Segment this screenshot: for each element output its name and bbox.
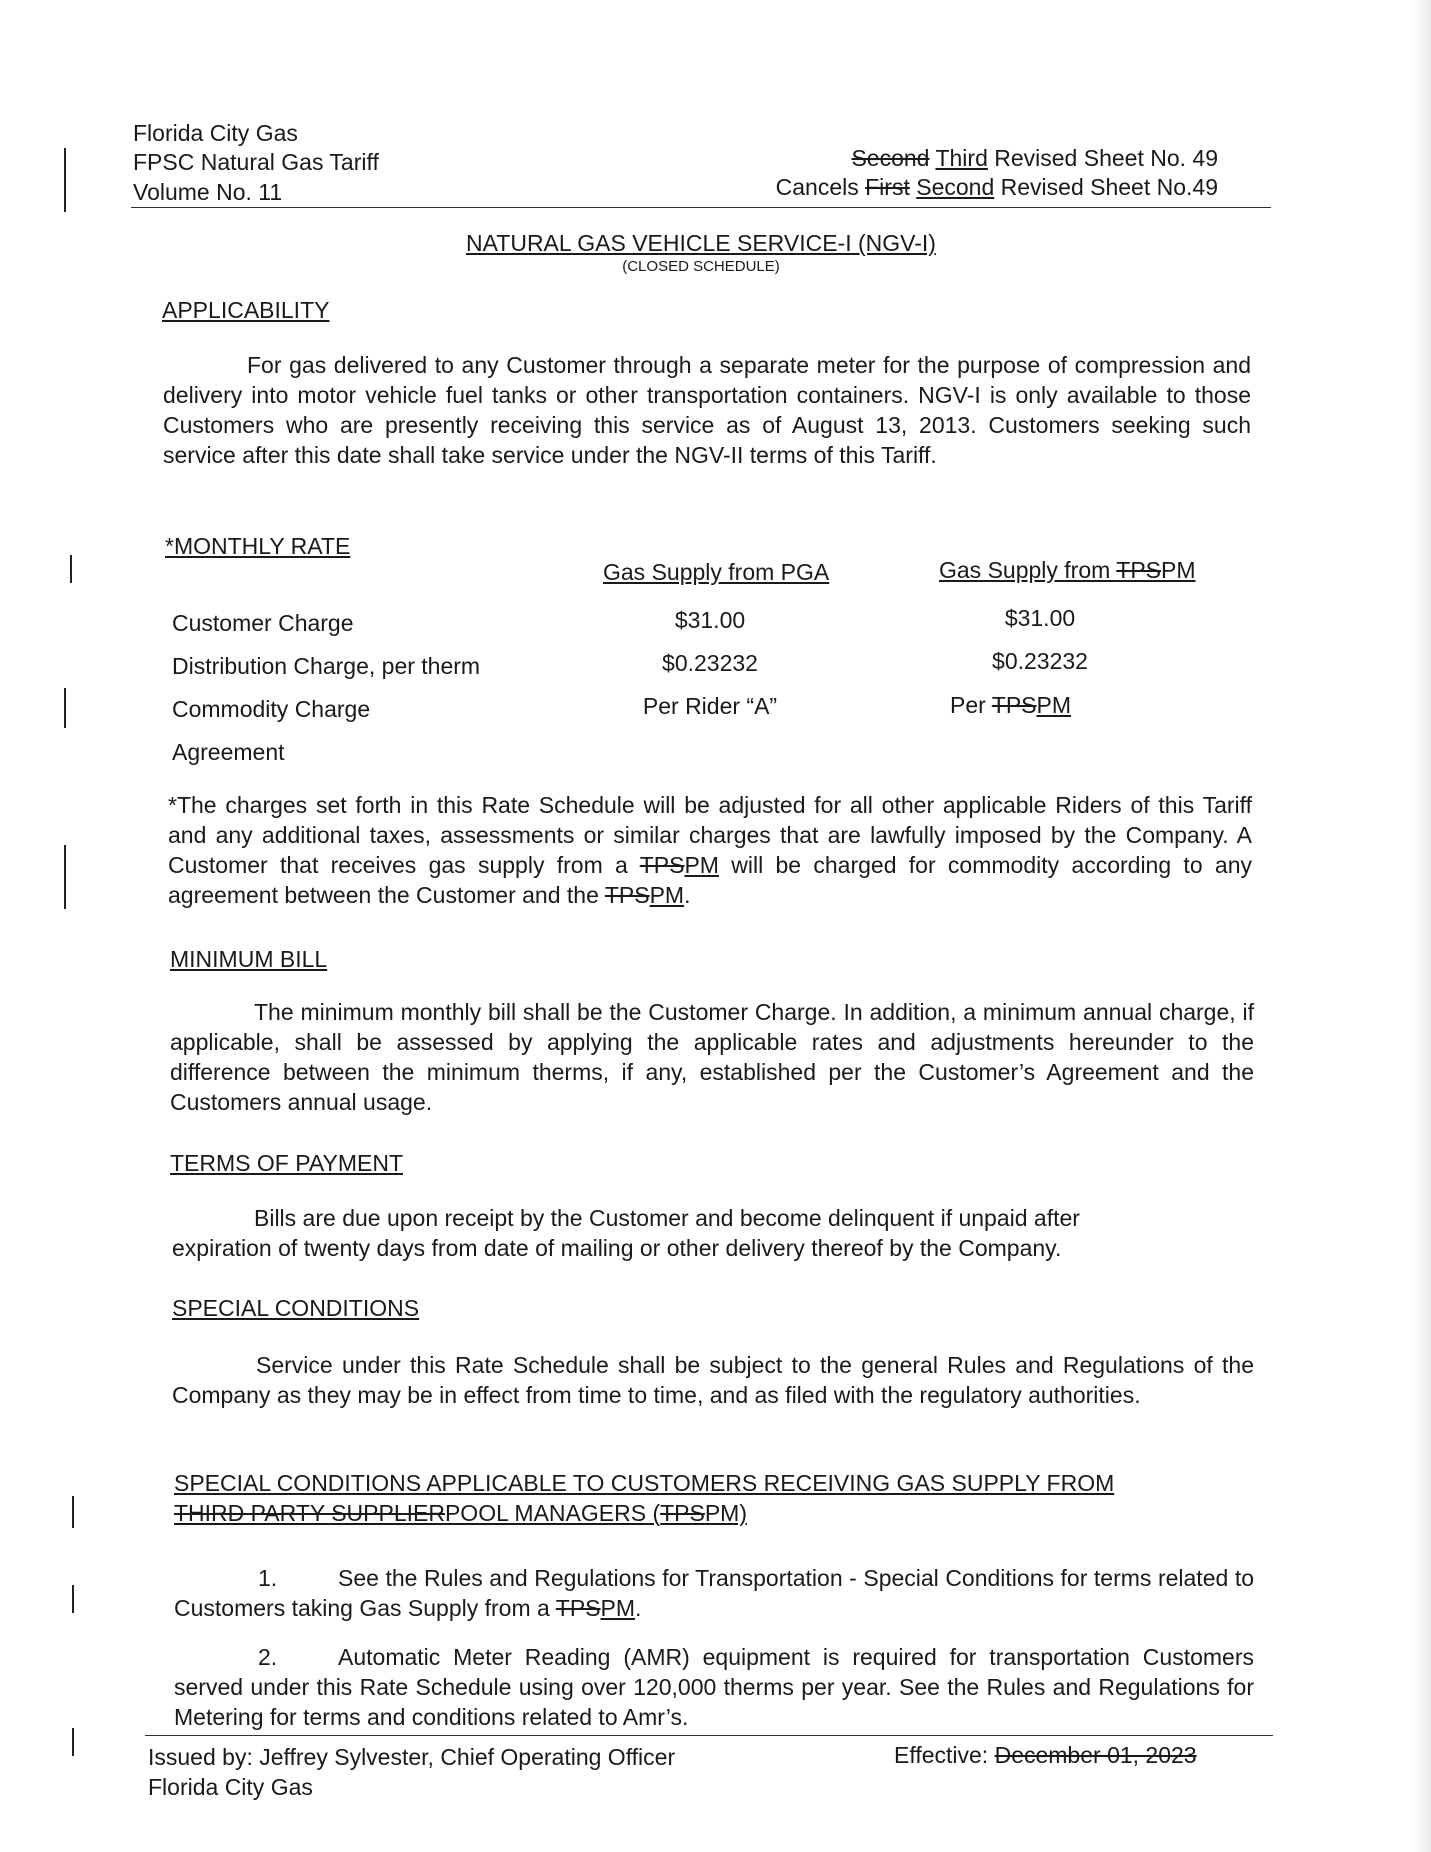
- rate-row-label: Agreement: [172, 739, 285, 765]
- supply-item-1: 1. See the Rules and Regulations for Transportation - Special Conditions for terms related to Customers taking Gas Supply from a TPSPM.: [174, 1565, 1254, 1621]
- rate-row-col2: $31.00: [1004, 605, 1076, 631]
- header-tariff: FPSC Natural Gas Tariff: [133, 149, 379, 175]
- change-bar: [64, 688, 66, 728]
- supply-heading-inserted: POOL MANAGERS (: [444, 1500, 661, 1526]
- cancels-deleted: First: [865, 174, 910, 200]
- change-bar: [72, 1728, 74, 1756]
- change-bar: [64, 845, 66, 909]
- col2-header: Gas Supply from TPSPM: [939, 557, 1196, 583]
- schedule-subtitle: (CLOSED SCHEDULE): [622, 258, 780, 275]
- rate-row-col2: Per TPSPM: [950, 692, 1072, 718]
- schedule-title: NATURAL GAS VEHICLE SERVICE-I (NGV-I): [466, 230, 936, 256]
- minimum-bill-heading: MINIMUM BILL: [170, 946, 328, 972]
- terms-line1: Bills are due upon receipt by the Customer and become delinquent if unpaid after: [254, 1205, 1080, 1231]
- col2-header-deleted: TPS: [1116, 557, 1161, 583]
- rate-row-col1: $0.23232: [662, 650, 758, 676]
- col2-deleted: TPS: [991, 692, 1037, 718]
- monthly-rate-heading: *MONTHLY RATE: [165, 533, 351, 559]
- footer-company: Florida City Gas: [148, 1774, 313, 1800]
- sheet-number: [851, 145, 1218, 172]
- effective-deleted: December 01, 2023: [994, 1742, 1197, 1768]
- terms-line2: expiration of twenty days from date of mailing or other delivery thereof by the Company.: [172, 1235, 1062, 1261]
- sheet-inserted: Third: [935, 145, 988, 171]
- scan-edge: [1413, 0, 1431, 1852]
- change-bar: [72, 1496, 74, 1528]
- monthly-rate-note: *The charges set forth in this Rate Schedule will be adjusted for all other applicable Riders of this Tariff and any additional taxes, assessments or similar charges that are lawfully imposed by the Company. A Customer that receives gas supply from a TPSPM will be charged for commodity according to any agreement between the Customer and the TPSPM.: [168, 792, 1252, 908]
- rate-row-label: Customer Charge: [172, 610, 354, 636]
- header-company: Florida City Gas: [133, 120, 298, 146]
- supply-item-2: 2. Automatic Meter Reading (AMR) equipment is required for transportation Customers served under this Rate Schedule using over 120,000 therms per year. See the Rules and Regulations for Metering for terms and conditions related to Amr’s.: [174, 1644, 1254, 1730]
- change-bar: [64, 148, 66, 212]
- sheet-suffix: Revised Sheet No. 49: [994, 145, 1218, 171]
- col2-header-inserted: PM: [1161, 557, 1196, 583]
- supply-heading-line2: THIRD PARTY SUPPLIERPOOL MANAGERS (TPSPM): [174, 1500, 748, 1526]
- cancels-prefix: Cancels: [775, 174, 859, 200]
- footer-issued-by: Issued by: Jeffrey Sylvester, Chief Operating Officer: [148, 1744, 676, 1770]
- rate-row-col1: Per Rider “A”: [642, 693, 778, 719]
- cancels-inserted: Second: [916, 174, 995, 200]
- col2-inserted: PM: [1036, 692, 1072, 718]
- rate-row-label: Distribution Charge, per therm: [172, 653, 481, 679]
- supply-heading-deleted: THIRD PARTY SUPPLIER: [174, 1500, 445, 1526]
- col1-header: Gas Supply from PGA: [603, 559, 830, 585]
- change-bar: [70, 555, 72, 583]
- header-rule: [131, 207, 1271, 208]
- cancels-suffix: Revised Sheet No.49: [1000, 174, 1218, 200]
- rate-row-label: Commodity Charge: [172, 696, 371, 722]
- change-bar: [72, 1585, 74, 1613]
- special-conditions-text: Service under this Rate Schedule shall be subject to the general Rules and Regulations of the Company as they may be in effect from time to time, and as filed with the regulatory authorities.: [172, 1352, 1254, 1408]
- minimum-bill-text: The minimum monthly bill shall be the Customer Charge. In addition, a minimum annual charge, if applicable, shall be assessed by applying the applicable rates and adjustments hereunder to the difference between the minimum therms, if any, established per the Customer’s Agreement and the Customers annual usage.: [170, 999, 1254, 1115]
- sheet-deleted: Second: [851, 145, 930, 171]
- applicability-text: For gas delivered to any Customer through a separate meter for the purpose of compression and delivery into motor vehicle fuel tanks or other transportation containers. NGV-I is only available to those Customers who are presently receiving this service as of August 13, 2013. Customers seeking such service after this date shall take service under the NGV-II terms of this Tariff.: [163, 352, 1251, 468]
- rate-row-col2: $0.23232: [992, 648, 1088, 674]
- rate-row-col1: $31.00: [674, 607, 746, 633]
- header-volume: Volume No. 11: [133, 179, 283, 205]
- footer-rule: [145, 1735, 1273, 1736]
- terms-heading: TERMS OF PAYMENT: [170, 1150, 403, 1176]
- special-conditions-heading: SPECIAL CONDITIONS: [172, 1295, 420, 1321]
- supply-heading-line1: SPECIAL CONDITIONS APPLICABLE TO CUSTOMERS RECEIVING GAS SUPPLY FROM: [174, 1470, 1115, 1496]
- footer-effective: Effective: December 01, 2023: [894, 1742, 1197, 1768]
- applicability-heading: APPLICABILITY: [162, 297, 330, 323]
- cancels-sheet: [776, 174, 1218, 201]
